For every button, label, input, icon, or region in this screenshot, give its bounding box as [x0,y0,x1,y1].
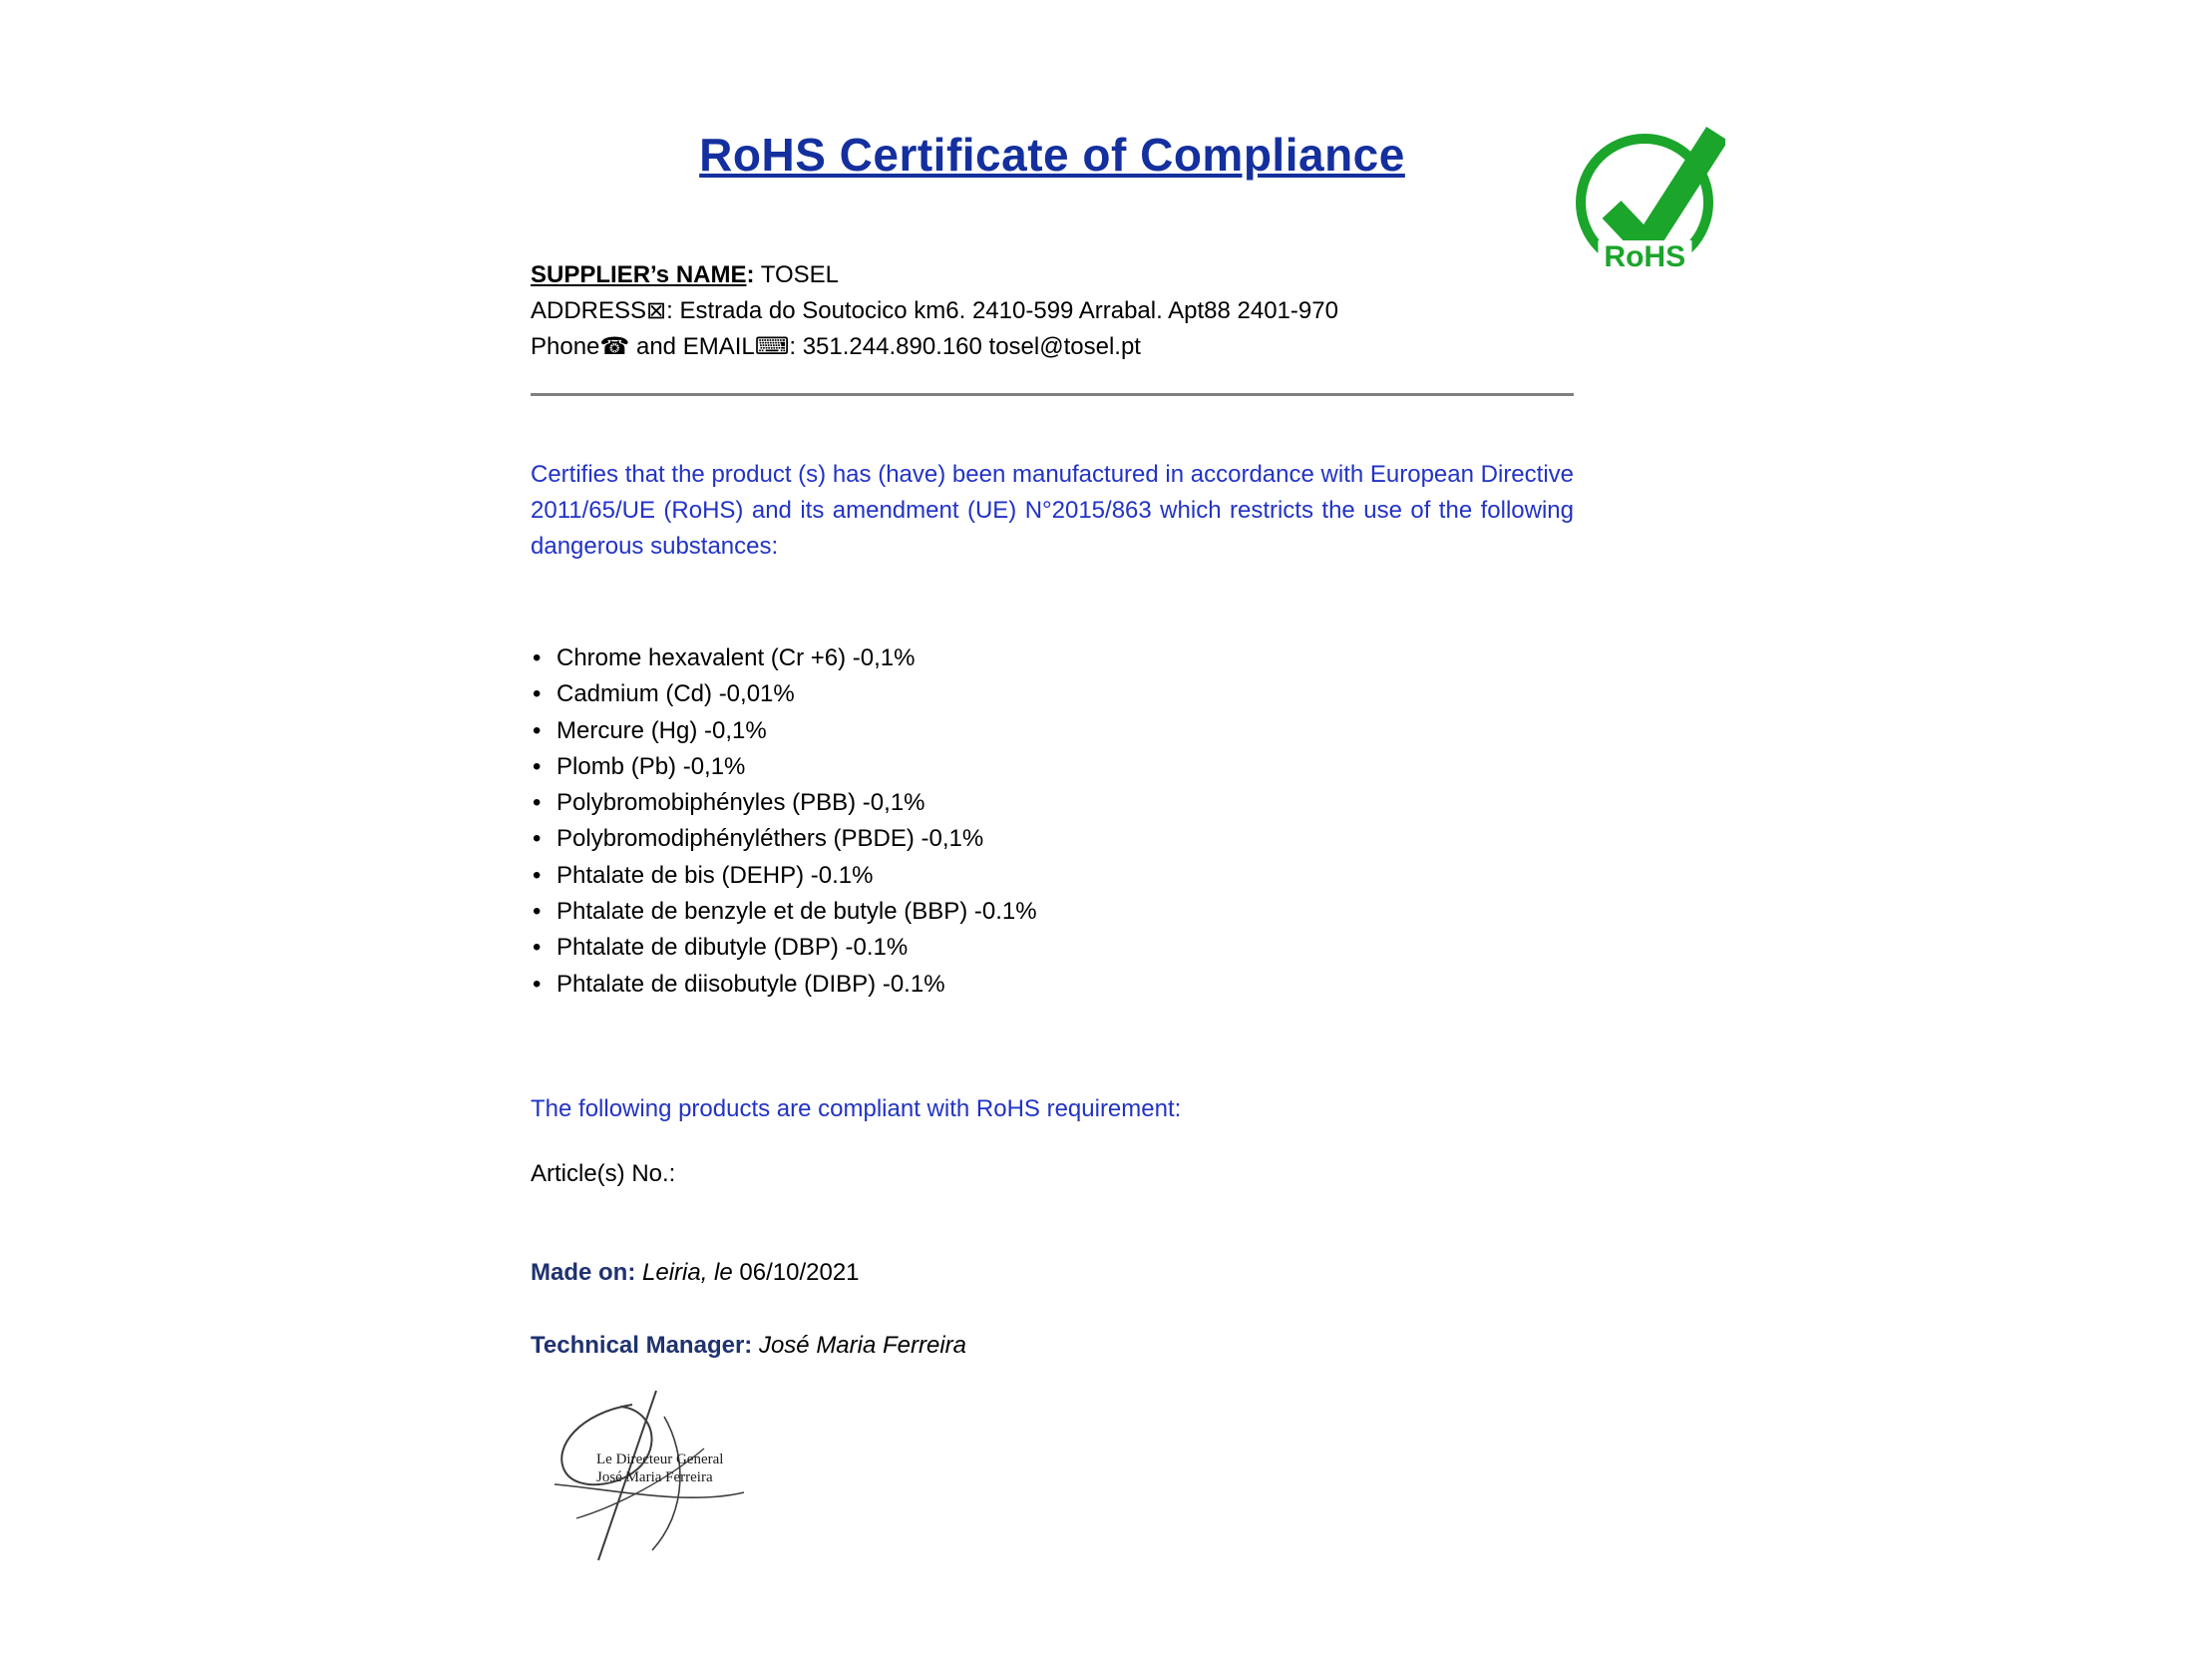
phone-label: Phone [531,333,600,360]
bullet-icon: • [533,934,542,962]
bullet-icon: • [533,680,542,708]
made-on-place: Leiria, le [635,1259,740,1286]
substances-list [533,640,1576,1003]
supplier-name-label: SUPPLIER’s NAME [531,261,747,288]
substance-text: Cadmium (Cd) -0,01% [556,680,795,708]
bullet-icon: • [533,716,542,744]
bullet-icon: • [533,861,542,889]
computer-icon: ⌨ [754,333,790,360]
substance-text: Phtalate de benzyle et de butyle (BBP) -0.1% [556,898,1037,926]
list-item [533,858,1576,894]
list-item [533,676,1576,712]
bullet-icon: • [533,789,542,817]
substance-text: Chrome hexavalent (Cr +6) -0,1% [556,644,916,671]
envelope-icon: ⊠ [646,297,667,324]
bullet-icon: • [533,644,542,671]
article-number-line: Article(s) No.: [531,1160,676,1187]
technical-manager-name: José Maria Ferreira [752,1332,967,1359]
supplier-contact-line [531,329,1574,365]
list-item [533,821,1576,857]
supplier-address-line [531,293,1574,329]
certificate-document [531,0,1574,1659]
horizontal-divider [531,393,1574,396]
substance-text: Polybromobiphényles (PBB) -0,1% [556,789,925,817]
made-on-label: Made on: [531,1259,636,1286]
list-item [533,785,1576,821]
signature-text [596,1451,723,1486]
address-value: : Estrada do Soutocico km6. 2410-599 Arrabal. Apt88 2401-970 [666,297,1338,324]
contact-value: : 351.244.890.160 tosel@tosel.pt [789,333,1141,360]
signature-name: José Maria Ferreira [596,1469,713,1485]
substance-text: Phtalate de bis (DEHP) -0.1% [556,861,874,889]
rohs-logo-label: RoHS [1598,240,1691,274]
and-email-label: and EMAIL [629,333,755,360]
supplier-block [531,257,1574,365]
page-title: RoHS Certificate of Compliance [699,129,1405,181]
address-label: ADDRESS [531,297,647,324]
list-item [533,640,1576,676]
bullet-icon: • [533,825,542,853]
list-item [533,967,1576,1003]
technical-manager-line [531,1332,1574,1360]
substance-text: Phtalate de dibutyle (DBP) -0.1% [556,934,909,962]
signature-block [531,1389,949,1588]
bullet-icon: • [533,752,542,780]
list-item [533,749,1576,785]
certification-paragraph: Certifies that the product (s) has (have) been manufactured in accordance with European Directive 2011/65/UE (RoHS) and its amendment (UE) N°2015/863 which restricts the use of the following dangerous substances: [531,461,1574,560]
substance-text: Plomb (Pb) -0,1% [556,752,746,780]
list-item [533,713,1576,749]
list-item [533,930,1576,966]
substance-text: Polybromodiphényléthers (PBDE) -0,1% [556,825,984,853]
technical-manager-label: Technical Manager: [531,1332,753,1359]
bullet-icon: • [533,970,542,998]
made-on-line [531,1259,1574,1287]
substance-text: Phtalate de diisobutyle (DIBP) -0.1% [556,970,945,998]
compliance-statement: The following products are compliant with RoHS requirement: [531,1095,1182,1122]
list-item [533,894,1576,930]
supplier-name-value: TOSEL [754,261,839,288]
supplier-name-colon: : [746,261,755,288]
signature-title: Le Directeur General [596,1452,724,1467]
substance-text: Mercure (Hg) -0,1% [556,716,767,744]
phone-icon: ☎ [599,333,630,360]
made-on-date: 06/10/2021 [739,1259,860,1286]
rohs-logo [1574,118,1723,282]
bullet-icon: • [533,898,542,926]
supplier-name-line [531,257,1574,293]
